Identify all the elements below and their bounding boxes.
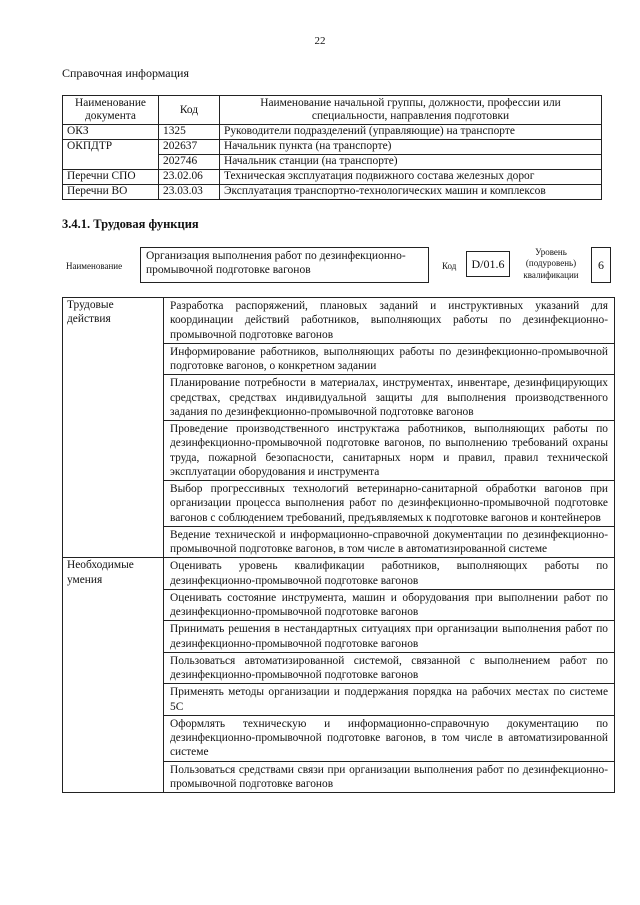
function-name: Организация выполнения работ по дезинфекционно-промывочной подготовке вагонов xyxy=(140,247,429,283)
table-row xyxy=(63,298,615,344)
row-name: Начальник пункта (на транспорте) xyxy=(220,140,602,155)
row-doc: ОКПДТР xyxy=(63,140,159,170)
row-code: 202637 xyxy=(159,140,220,155)
row-doc: Перечни ВО xyxy=(63,185,159,200)
skills-item: Пользоваться автоматизированной системой, связанной с выполнением работ по дезинфекционно-промывочной подготовке вагонов xyxy=(164,652,615,684)
function-code-label: Код xyxy=(442,261,457,271)
row-name: Техническая эксплуатация подвижного состава железных дорог xyxy=(220,170,602,185)
reference-title: Справочная информация xyxy=(62,66,189,80)
table-row xyxy=(63,558,615,590)
row-code: 202746 xyxy=(159,155,220,170)
header-name: Наименование начальной группы, должности, профессии или специальности, направления подготовки xyxy=(220,96,602,125)
skills-item: Оценивать состояние инструмента, машин и оборудования при выполнении работ по дезинфекционно-промывочной подготовке вагонов xyxy=(164,589,615,621)
skills-item: Применять методы организации и поддержания порядка на рабочих местах по системе 5С xyxy=(164,684,615,716)
reference-header-row xyxy=(63,96,602,125)
row-name: Руководители подразделений (управляющие) на транспорте xyxy=(220,125,602,140)
skills-label: Необходимые умения xyxy=(63,558,164,793)
function-level-label: Уровень (подуровень) квалификации xyxy=(523,247,579,280)
row-name: Эксплуатация транспортно-технологических машин и комплексов xyxy=(220,185,602,200)
table-row xyxy=(63,185,602,200)
section-title: 3.4.1. Трудовая функция xyxy=(62,217,199,231)
labor-actions-item: Ведение технической и информационно-справочной документации по дезинфекционно-промывочной подготовке вагонов, в том числе в автоматизированной системе xyxy=(164,526,615,558)
row-code: 1325 xyxy=(159,125,220,140)
labor-actions-item: Информирование работников, выполняющих работы по дезинфекционно-промывочной подготовке вагонов, о конкретном задании xyxy=(164,343,615,375)
function-code: D/01.6 xyxy=(466,251,510,277)
function-header xyxy=(62,247,617,287)
labor-actions-item: Проведение производственного инструктажа работников, выполняющих работы по дезинфекционно-промывочной подготовке вагонов, по выполнению требований охраны труда, пожарной безопасности, санитарных норм и правил, правил технической эксплуатации оборудования и инструмента xyxy=(164,421,615,481)
skills-item: Принимать решения в нестандартных ситуациях при организации выполнения работ по дезинфекционно-промывочной подготовке вагонов xyxy=(164,621,615,653)
table-row xyxy=(63,170,602,185)
function-name-label: Наименование xyxy=(66,261,123,271)
row-name: Начальник станции (на транспорте) xyxy=(220,155,602,170)
header-code: Код xyxy=(159,96,220,125)
table-row xyxy=(63,140,602,155)
reference-table xyxy=(62,95,602,200)
function-level: 6 xyxy=(591,247,611,283)
row-doc: Перечни СПО xyxy=(63,170,159,185)
skills-item: Оценивать уровень квалификации работников, выполняющих работы по дезинфекционно-промывочной подготовке вагонов xyxy=(164,558,615,590)
skills-item: Оформлять техническую и информационно-справочную документацию по дезинфекционно-промывочной подготовке вагонов, в том числе в автоматизированной системе xyxy=(164,715,615,761)
labor-actions-label: Трудовые действия xyxy=(63,298,164,558)
header-doc: Наименование документа xyxy=(63,96,159,125)
skills-item: Пользоваться средствами связи при организации выполнения работ по дезинфекционно-промывочной подготовке вагонов xyxy=(164,761,615,793)
labor-actions-item: Выбор прогрессивных технологий ветеринарно-санитарной обработки вагонов при организации процесса выполнения работ по дезинфекционно-промывочной подготовке вагонов с соблюдением требований, предъявляемых к подготовке вагонов и контейнеров xyxy=(164,481,615,527)
labor-actions-item: Планирование потребности в материалах, инструментах, инвентаре, дезинфицирующих средствах, средствах индивидуальной защиты для выполнения производственного задания по дезинфекционно-промывочной подготовке вагонов xyxy=(164,375,615,421)
row-code: 23.03.03 xyxy=(159,185,220,200)
row-doc: ОКЗ xyxy=(63,125,159,140)
function-details-table xyxy=(62,297,615,793)
table-row xyxy=(63,125,602,140)
labor-actions-item: Разработка распоряжений, плановых заданий и инструктивных указаний для координации действий работников, выполняющих работы по дезинфекционно-промывочной подготовке вагонов xyxy=(164,298,615,344)
page-number: 22 xyxy=(314,35,326,47)
row-code: 23.02.06 xyxy=(159,170,220,185)
